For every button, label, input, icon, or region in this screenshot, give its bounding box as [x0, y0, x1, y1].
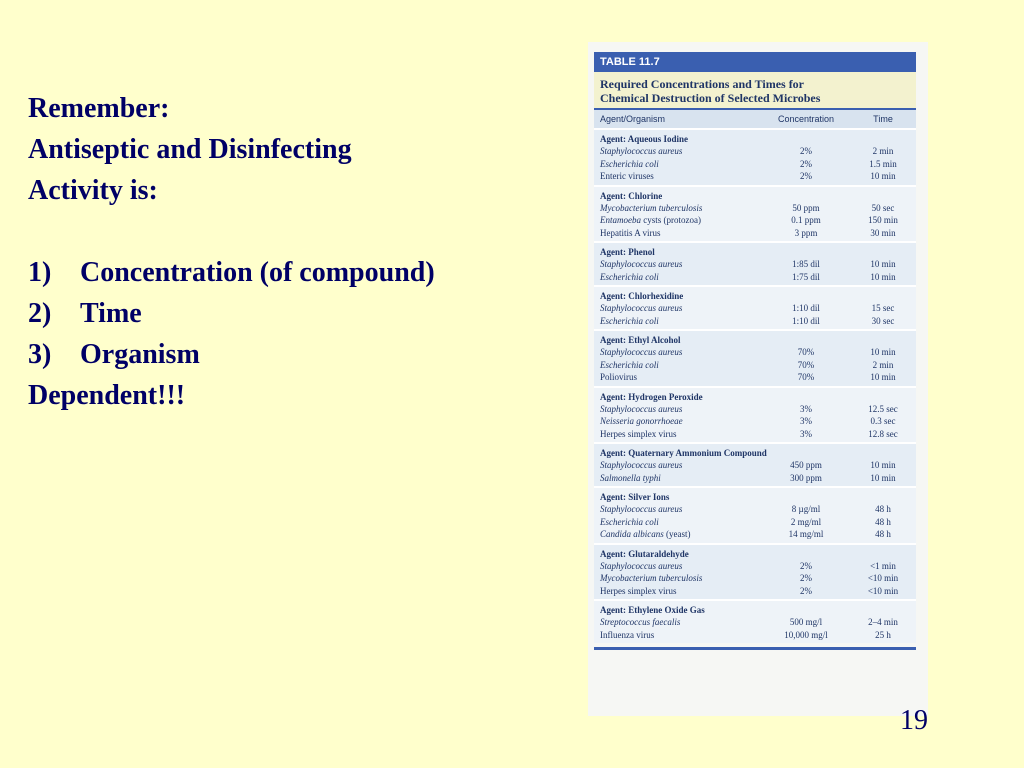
concentration-cell: 2 mg/ml	[790, 516, 822, 527]
agent-name	[594, 190, 916, 202]
organism-cell	[594, 359, 762, 372]
spacer	[28, 211, 548, 252]
factor-item	[28, 252, 548, 293]
organism-name: Staphylococcus aureus	[600, 303, 683, 313]
time-cell: 25 h	[875, 629, 891, 640]
agent-name-text: Agent: Chlorhexidine	[600, 291, 684, 301]
organism-cell	[594, 145, 762, 158]
agent-group	[594, 442, 916, 486]
concentration-cell: 450 ppm	[790, 460, 822, 470]
table-label: TABLE 11.7	[594, 52, 916, 72]
organism-cell	[594, 503, 762, 516]
organism-name: Salmonella typhi	[600, 472, 661, 483]
agent-group	[594, 241, 916, 285]
factor-text: Concentration (of compound)	[80, 257, 435, 288]
organism-name: Entamoeba	[600, 215, 641, 225]
time-cell: 48 h	[875, 504, 891, 514]
organism-cell	[594, 585, 762, 598]
table-row	[594, 616, 916, 629]
agent-name-text: Agent: Quaternary Ammonium Compound	[600, 448, 767, 458]
table-row	[594, 371, 916, 384]
factor-item	[28, 293, 548, 334]
agent-group	[594, 185, 916, 242]
table-row	[594, 145, 916, 158]
organism-name: Streptococcus faecalis	[600, 617, 681, 627]
organism-name: Staphylococcus aureus	[600, 259, 683, 269]
table-title-line: Chemical Destruction of Selected Microbes	[600, 91, 821, 105]
organism-name: Hepatitis A virus	[600, 227, 661, 238]
organism-name: Mycobacterium tuberculosis	[600, 202, 703, 213]
table-row	[594, 302, 916, 315]
time-cell: 12.5 sec	[868, 403, 898, 414]
concentration-cell: 2%	[800, 573, 812, 583]
organism-name: Enteric viruses	[600, 171, 654, 181]
organism-cell	[594, 214, 762, 227]
agent-group	[594, 599, 916, 643]
agent-name-text: Agent: Phenol	[600, 247, 655, 257]
time-cell: 10 min	[870, 271, 896, 282]
concentration-cell: 10,000 mg/l	[784, 629, 828, 640]
table-row	[594, 258, 916, 271]
organism-cell	[594, 472, 762, 485]
organism-name: Escherichia coli	[600, 516, 659, 527]
agent-name	[594, 548, 916, 560]
concentration-cell: 70%	[797, 347, 815, 357]
heading-activity-cont: Activity is:	[28, 175, 158, 206]
agent-group	[594, 486, 916, 543]
table-title	[594, 72, 916, 108]
organism-cell	[594, 302, 762, 315]
organism-name: Staphylococcus aureus	[600, 560, 683, 571]
closing-text: Dependent!!!	[28, 380, 186, 411]
microbe-table	[594, 52, 916, 650]
time-cell: 10 min	[870, 259, 896, 269]
time-cell: 48 h	[875, 529, 891, 539]
concentration-cell: 300 ppm	[790, 472, 822, 483]
table-row	[594, 528, 916, 541]
concentration-cell: 70%	[797, 372, 815, 382]
organism-name: Neisseria gonorrhoeae	[600, 416, 683, 426]
organism-name: Influenza virus	[600, 629, 655, 640]
table-row	[594, 516, 916, 529]
concentration-cell: 2%	[800, 146, 812, 156]
agent-name	[594, 133, 916, 145]
organism-name: Herpes simplex virus	[600, 585, 677, 596]
organism-cell	[594, 227, 762, 240]
concentration-cell: 1:85 dil	[792, 259, 820, 269]
factor-item	[28, 334, 548, 375]
agent-group	[594, 329, 916, 386]
organism-qualifier: cysts (protozoa)	[641, 215, 701, 225]
agent-group	[594, 386, 916, 443]
time-cell: 30 sec	[871, 315, 895, 326]
organism-cell	[594, 346, 762, 359]
agent-name-text: Agent: Aqueous Iodine	[600, 134, 689, 144]
agent-name	[594, 604, 916, 616]
time-cell: 1.5 min	[869, 158, 897, 169]
concentration-cell: 8 µg/ml	[791, 504, 821, 514]
agent-name	[594, 391, 916, 403]
organism-cell	[594, 371, 762, 384]
organism-qualifier: (yeast)	[663, 529, 691, 539]
column-header-agent: Agent/Organism	[600, 114, 666, 124]
heading-activity: Antiseptic and Disinfecting	[28, 134, 352, 165]
organism-cell	[594, 629, 762, 642]
organism-cell	[594, 170, 762, 183]
table-row	[594, 158, 916, 171]
table-row	[594, 170, 916, 183]
organism-cell	[594, 258, 762, 271]
concentration-cell: 500 mg/l	[789, 617, 823, 627]
concentration-cell: 3%	[800, 428, 812, 439]
agent-name-text: Agent: Silver Ions	[600, 492, 670, 502]
table-row	[594, 428, 916, 441]
concentration-cell: 2%	[800, 171, 812, 181]
factor-number: 1)	[28, 257, 52, 288]
time-cell: 10 min	[870, 372, 896, 382]
table-row	[594, 359, 916, 372]
table-row	[594, 346, 916, 359]
table-body	[594, 128, 916, 643]
table-row	[594, 214, 916, 227]
agent-name-text: Agent: Glutaraldehyde	[600, 548, 689, 559]
concentration-cell: 2%	[800, 560, 812, 571]
table-row	[594, 629, 916, 642]
table-title-line: Required Concentrations and Times for	[600, 77, 805, 91]
table-row	[594, 572, 916, 585]
organism-cell	[594, 528, 762, 541]
organism-cell	[594, 315, 762, 328]
concentration-cell: 3%	[800, 403, 812, 414]
table-row	[594, 503, 916, 516]
table-row	[594, 585, 916, 598]
agent-group	[594, 128, 916, 185]
table-footer-rule	[594, 647, 916, 650]
time-cell: 150 min	[868, 215, 898, 225]
organism-name: Staphylococcus aureus	[600, 504, 683, 514]
organism-name: Mycobacterium tuberculosis	[600, 573, 703, 583]
time-cell: 15 sec	[871, 303, 895, 313]
time-cell: 12.8 sec	[868, 428, 898, 439]
table-row	[594, 315, 916, 328]
time-cell: 48 h	[875, 516, 891, 527]
agent-name-text: Agent: Hydrogen Peroxide	[600, 391, 703, 402]
organism-name: Escherichia coli	[600, 359, 659, 370]
organism-cell	[594, 560, 762, 573]
concentration-cell: 0.1 ppm	[791, 215, 821, 225]
table-row	[594, 202, 916, 215]
agent-name	[594, 290, 916, 302]
column-header-time: Time	[873, 114, 893, 124]
organism-cell	[594, 271, 762, 284]
organism-name: Herpes simplex virus	[600, 428, 677, 439]
organism-name: Escherichia coli	[600, 158, 659, 169]
table-column-headers	[594, 108, 916, 128]
organism-name: Candida albicans	[600, 529, 664, 539]
column-header-concentration: Concentration	[777, 114, 835, 124]
table-image	[588, 42, 928, 716]
agent-name	[594, 246, 916, 258]
agent-name-text: Agent: Ethyl Alcohol	[600, 335, 681, 345]
heading-remember: Remember:	[28, 93, 170, 124]
concentration-cell: 3 ppm	[794, 227, 818, 238]
concentration-cell: 14 mg/ml	[788, 529, 824, 539]
factor-list	[28, 252, 548, 375]
organism-cell	[594, 516, 762, 529]
table-row	[594, 271, 916, 284]
organism-name: Poliovirus	[600, 372, 638, 382]
time-cell: 2 min	[872, 146, 894, 156]
factor-number: 2)	[28, 298, 52, 329]
agent-name	[594, 447, 916, 459]
table-row	[594, 403, 916, 416]
agent-name-text: Agent: Ethylene Oxide Gas	[600, 605, 705, 615]
agent-name	[594, 491, 916, 503]
concentration-cell: 70%	[797, 359, 815, 370]
organism-name: Escherichia coli	[600, 271, 659, 282]
organism-cell	[594, 428, 762, 441]
agent-group	[594, 543, 916, 600]
table-row	[594, 415, 916, 428]
time-cell: 10 min	[870, 347, 896, 357]
organism-cell	[594, 403, 762, 416]
time-cell: 10 min	[870, 472, 896, 483]
table-row	[594, 560, 916, 573]
time-cell: 10 min	[870, 460, 896, 470]
organism-name: Staphylococcus aureus	[600, 403, 683, 414]
concentration-cell: 1:10 dil	[792, 315, 820, 326]
time-cell: 2–4 min	[868, 617, 898, 627]
organism-cell	[594, 572, 762, 585]
organism-cell	[594, 415, 762, 428]
agent-group	[594, 285, 916, 329]
slide-text	[28, 88, 548, 416]
concentration-cell: 3%	[800, 416, 812, 426]
concentration-cell: 1:10 dil	[792, 303, 820, 313]
concentration-cell: 1:75 dil	[792, 271, 820, 282]
organism-name: Staphylococcus aureus	[600, 460, 683, 470]
time-cell: 2 min	[872, 359, 894, 370]
table-row	[594, 472, 916, 485]
concentration-cell: 2%	[800, 585, 812, 596]
factor-text: Organism	[80, 339, 200, 370]
organism-name: Staphylococcus aureus	[600, 347, 683, 357]
organism-cell	[594, 202, 762, 215]
organism-cell	[594, 459, 762, 472]
organism-name: Escherichia coli	[600, 315, 659, 326]
factor-number: 3)	[28, 339, 52, 370]
time-cell: <1 min	[870, 560, 896, 571]
organism-name: Staphylococcus aureus	[600, 146, 683, 156]
time-cell: <10 min	[867, 573, 899, 583]
time-cell: 30 min	[870, 227, 896, 238]
agent-name	[594, 334, 916, 346]
organism-cell	[594, 616, 762, 629]
concentration-cell: 50 ppm	[792, 202, 820, 213]
table-row	[594, 459, 916, 472]
time-cell: 50 sec	[871, 202, 895, 213]
concentration-cell: 2%	[800, 158, 812, 169]
organism-cell	[594, 158, 762, 171]
table-row	[594, 227, 916, 240]
agent-name-text: Agent: Chlorine	[600, 190, 663, 201]
factor-text: Time	[80, 298, 142, 329]
time-cell: <10 min	[867, 585, 899, 596]
time-cell: 10 min	[870, 171, 896, 181]
page-number: 19	[900, 705, 928, 736]
time-cell: 0.3 sec	[870, 416, 896, 426]
